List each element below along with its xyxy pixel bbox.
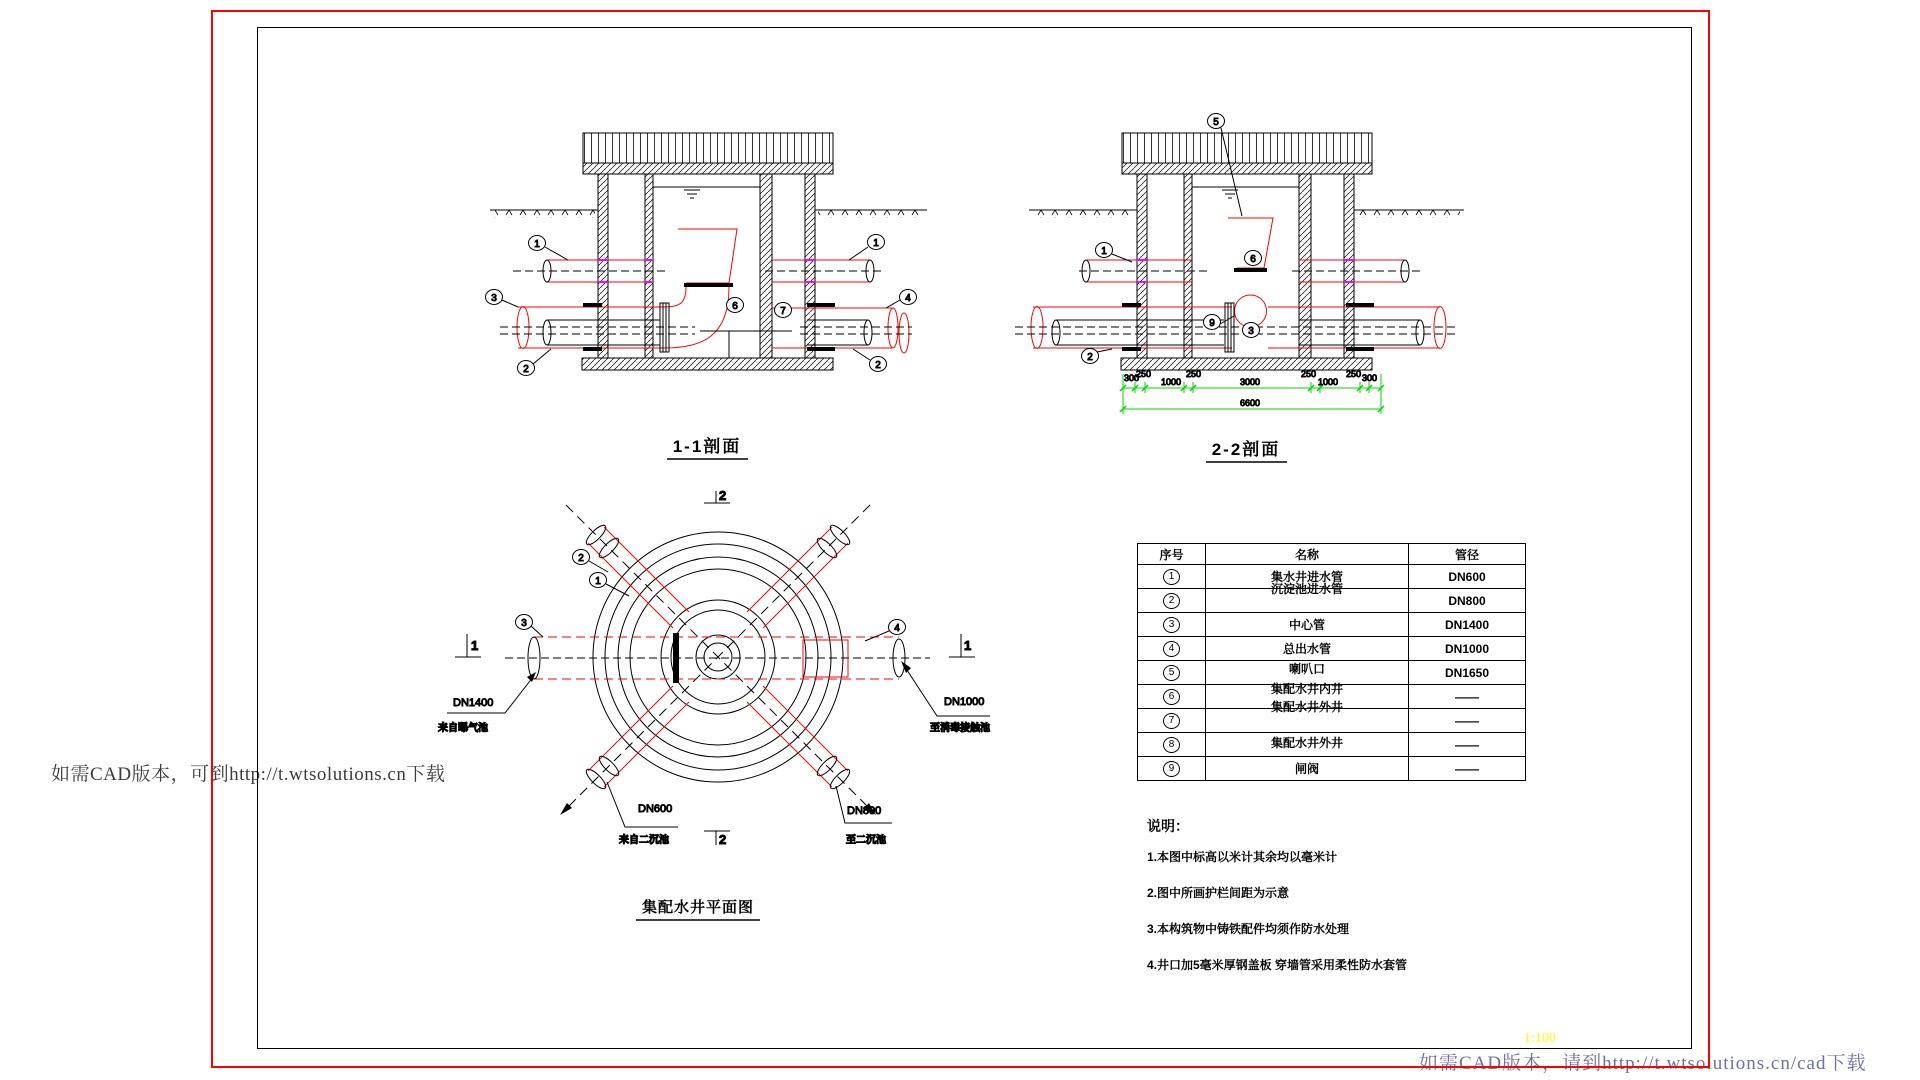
row-number-badge: 1 xyxy=(1163,569,1180,585)
note-item: 2.图中所画护栏间距为示意 xyxy=(1147,886,1290,900)
svg-text:1: 1 xyxy=(595,576,601,587)
svg-text:6600: 6600 xyxy=(1240,398,1261,408)
svg-text:4: 4 xyxy=(894,623,900,634)
table-row: 4 总出水管 DN1000 xyxy=(1138,637,1526,661)
table-row: 9 闸阀 —— xyxy=(1138,757,1526,781)
table-header-row xyxy=(1138,544,1526,565)
svg-text:2: 2 xyxy=(523,364,529,375)
svg-text:2: 2 xyxy=(719,488,727,503)
row-number-badge: 6 xyxy=(1163,689,1180,705)
callout-3 xyxy=(1243,323,1260,338)
svg-text:1000: 1000 xyxy=(1318,377,1339,387)
table-row: 7 集配水井外井 —— xyxy=(1138,709,1526,733)
svg-text:3: 3 xyxy=(1248,326,1254,337)
ground-hatch xyxy=(1357,210,1460,218)
svg-text:1: 1 xyxy=(534,239,540,250)
svg-text:300: 300 xyxy=(1362,373,1378,383)
col-header-no: 序号 xyxy=(1138,544,1206,565)
note-item: 4.井口加5毫米厚钢盖板 穿墙管采用柔性防水套管 xyxy=(1147,958,1408,972)
table-row: 2 沉淀池进水管 DN800 xyxy=(1138,589,1526,613)
pipe-centerlines xyxy=(1015,271,1457,334)
callout-2 xyxy=(518,349,552,376)
row-number-badge: 5 xyxy=(1163,665,1180,681)
leader-arrow xyxy=(527,672,536,682)
table-row: 3 中心管 DN1400 xyxy=(1138,613,1526,637)
svg-text:2: 2 xyxy=(1087,352,1093,363)
section-1-1-drawing xyxy=(486,133,928,376)
callout-1 xyxy=(1096,243,1133,263)
callout-6 xyxy=(1245,251,1262,266)
table-row: 8 集配水井外井 —— xyxy=(1138,733,1526,757)
svg-text:2: 2 xyxy=(875,360,881,371)
dn1400-note: 来自曝气池 xyxy=(438,723,488,734)
dn1000-note: 至消毒接触池 xyxy=(930,723,990,734)
row-number-badge: 3 xyxy=(1163,617,1180,633)
table-row: 6 集配水井内井 —— xyxy=(1138,685,1526,709)
svg-text:6: 6 xyxy=(1250,254,1256,265)
plan-drawing xyxy=(438,488,990,847)
notes-title: 说明： xyxy=(1147,818,1189,834)
bell-mouth-flange xyxy=(1234,268,1267,272)
svg-text:250: 250 xyxy=(1301,369,1317,379)
ground-hatch xyxy=(818,210,923,218)
row-number-badge: 2 xyxy=(1163,593,1180,609)
table-row: 5 喇叭口 DN1650 xyxy=(1138,661,1526,685)
svg-text:5: 5 xyxy=(1213,117,1219,128)
pipe-size-labels xyxy=(438,696,990,846)
row-number-badge: 8 xyxy=(1163,737,1180,753)
notes-section xyxy=(1147,816,1407,992)
water-level-icon xyxy=(684,190,700,198)
dn600-label: DN600 xyxy=(638,803,673,815)
dn800-label: DN800 xyxy=(847,805,882,817)
ground-hatch xyxy=(1032,210,1132,218)
callout-2 xyxy=(1082,349,1113,364)
red-pipework xyxy=(1031,218,1446,349)
diagonal-centerlines xyxy=(566,505,870,809)
ground-hatch xyxy=(495,210,595,218)
gate-valve-symbol xyxy=(673,633,679,683)
dn1400-label: DN1400 xyxy=(453,697,494,709)
svg-text:300: 300 xyxy=(1124,373,1140,383)
note-item: 1.本图中标高以米计其余均以毫米计 xyxy=(1147,850,1338,864)
watermark-left: 如需CAD版本，可到http://t.wtsolutions.cn下载 xyxy=(51,764,446,785)
table-row: 1 集水井进水管 DN600 xyxy=(1138,565,1526,589)
watermark-bottom-right: 如需CAD版本，请到http://t.wtsolutions.cn/cad下载 xyxy=(1419,1053,1867,1074)
callout-3 xyxy=(486,290,519,308)
svg-text:250: 250 xyxy=(1136,369,1152,379)
col-header-diameter: 管径 xyxy=(1409,544,1526,565)
section-1-1-title: 1-1剖面 xyxy=(672,437,742,456)
pipe-centerlines xyxy=(500,271,912,334)
plan-title: 集配水井平面图 xyxy=(641,899,755,916)
col-header-name: 名称 xyxy=(1206,544,1409,565)
callout-4 xyxy=(886,290,917,309)
svg-text:6: 6 xyxy=(732,301,738,312)
callout-1 xyxy=(529,236,569,261)
note-item: 3.本构筑物中铸铁配件均须作防水处理 xyxy=(1147,922,1350,936)
svg-text:2: 2 xyxy=(578,553,584,564)
callout-9 xyxy=(1204,315,1235,330)
dn1000-label: DN1000 xyxy=(944,696,985,708)
callout-2 xyxy=(853,349,887,372)
callout-4 xyxy=(865,620,906,642)
section-2-2-drawing xyxy=(1015,114,1464,415)
callout-6 xyxy=(727,298,744,313)
callout-7 xyxy=(775,303,792,318)
scale-label: 1:100 xyxy=(1524,1031,1556,1046)
svg-text:3000: 3000 xyxy=(1240,377,1261,387)
svg-text:9: 9 xyxy=(1209,318,1215,329)
row-number-badge: 7 xyxy=(1163,713,1180,729)
bell-mouth-flange xyxy=(684,283,733,287)
row-number-badge: 4 xyxy=(1163,641,1180,657)
svg-text:1: 1 xyxy=(873,238,879,249)
callout-3 xyxy=(516,615,544,638)
row-number-badge: 9 xyxy=(1163,761,1180,777)
section-2-2-title: 2-2剖面 xyxy=(1211,440,1281,459)
svg-text:1: 1 xyxy=(1101,246,1107,257)
svg-text:3: 3 xyxy=(521,618,527,629)
svg-text:250: 250 xyxy=(1346,369,1362,379)
dn600-note: 来自二沉池 xyxy=(619,835,669,846)
svg-text:1: 1 xyxy=(471,638,479,653)
leader-arrow xyxy=(901,661,911,673)
svg-text:1000: 1000 xyxy=(1161,377,1182,387)
dn800-note: 至二沉池 xyxy=(846,835,886,846)
svg-text:1: 1 xyxy=(964,638,972,653)
svg-text:3: 3 xyxy=(491,293,497,304)
parts-table xyxy=(1137,543,1526,781)
svg-text:7: 7 xyxy=(780,306,786,317)
callout-2 xyxy=(573,550,609,573)
section-markers xyxy=(455,488,975,847)
svg-text:250: 250 xyxy=(1186,369,1202,379)
svg-text:4: 4 xyxy=(905,293,911,304)
svg-text:2: 2 xyxy=(719,832,727,847)
callout-1 xyxy=(849,235,885,261)
